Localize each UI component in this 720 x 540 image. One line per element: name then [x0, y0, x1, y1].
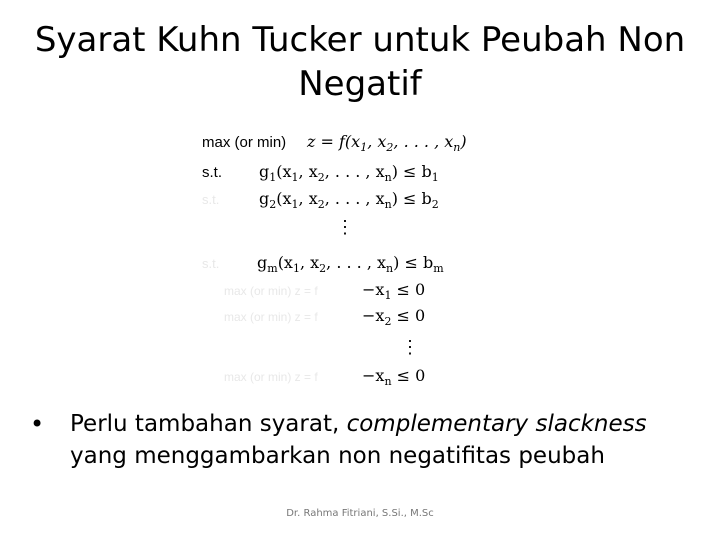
faded-label-2: max (or min) z = f: [224, 310, 318, 324]
bullet-text-italic: complementary slackness: [346, 411, 647, 437]
nonneg-1: $-x_1 \le 0$: [362, 280, 426, 302]
constraint-m: $g_m(x_1$, $x_2$, . . . , $x_n) \le b_m$: [257, 253, 444, 275]
title-line-1: Syarat Kuhn Tucker untuk Peubah Non: [34, 20, 686, 60]
bullet-marker: •: [30, 410, 45, 438]
slide-title: [0, 18, 720, 106]
faded-label-1: max (or min) z = f: [224, 284, 318, 298]
objective-label: max (or min): [202, 134, 287, 151]
constraint-1: $g_1(x_1$, $x_2$, . . . , $x_n) \le b_1$: [259, 162, 439, 184]
vdots-1: ⋮: [336, 217, 354, 238]
st-label: s.t.: [202, 164, 223, 181]
bullet-text-part-2: yang menggambarkan non negatifitas peubah: [70, 443, 605, 469]
nonneg-n: $-x_n \le 0$: [362, 366, 426, 388]
slide-footer: Dr. Rahma Fitriani, S.Si., M.Sc: [286, 508, 434, 519]
objective-expr: $z = f(x_1$, $x_2$, . . . , $x_n$): [307, 132, 467, 154]
bullet-text: [70, 408, 700, 472]
equation-image: [190, 125, 480, 395]
vdots-2: ⋮: [401, 337, 419, 358]
st-label-faded: s.t.: [202, 192, 220, 207]
faded-label-n: max (or min) z = f: [224, 370, 318, 384]
nonneg-2: $-x_2 \le 0$: [362, 306, 426, 328]
bullet-list: [30, 408, 700, 472]
bullet-item: [30, 408, 700, 472]
constraint-2: $g_2(x_1$, $x_2$, . . . , $x_n) \le b_2$: [259, 189, 439, 211]
title-line-2: Negatif: [298, 64, 422, 104]
bullet-text-part-1: Perlu tambahan syarat,: [70, 411, 347, 437]
st-label-faded-2: s.t.: [202, 256, 220, 271]
